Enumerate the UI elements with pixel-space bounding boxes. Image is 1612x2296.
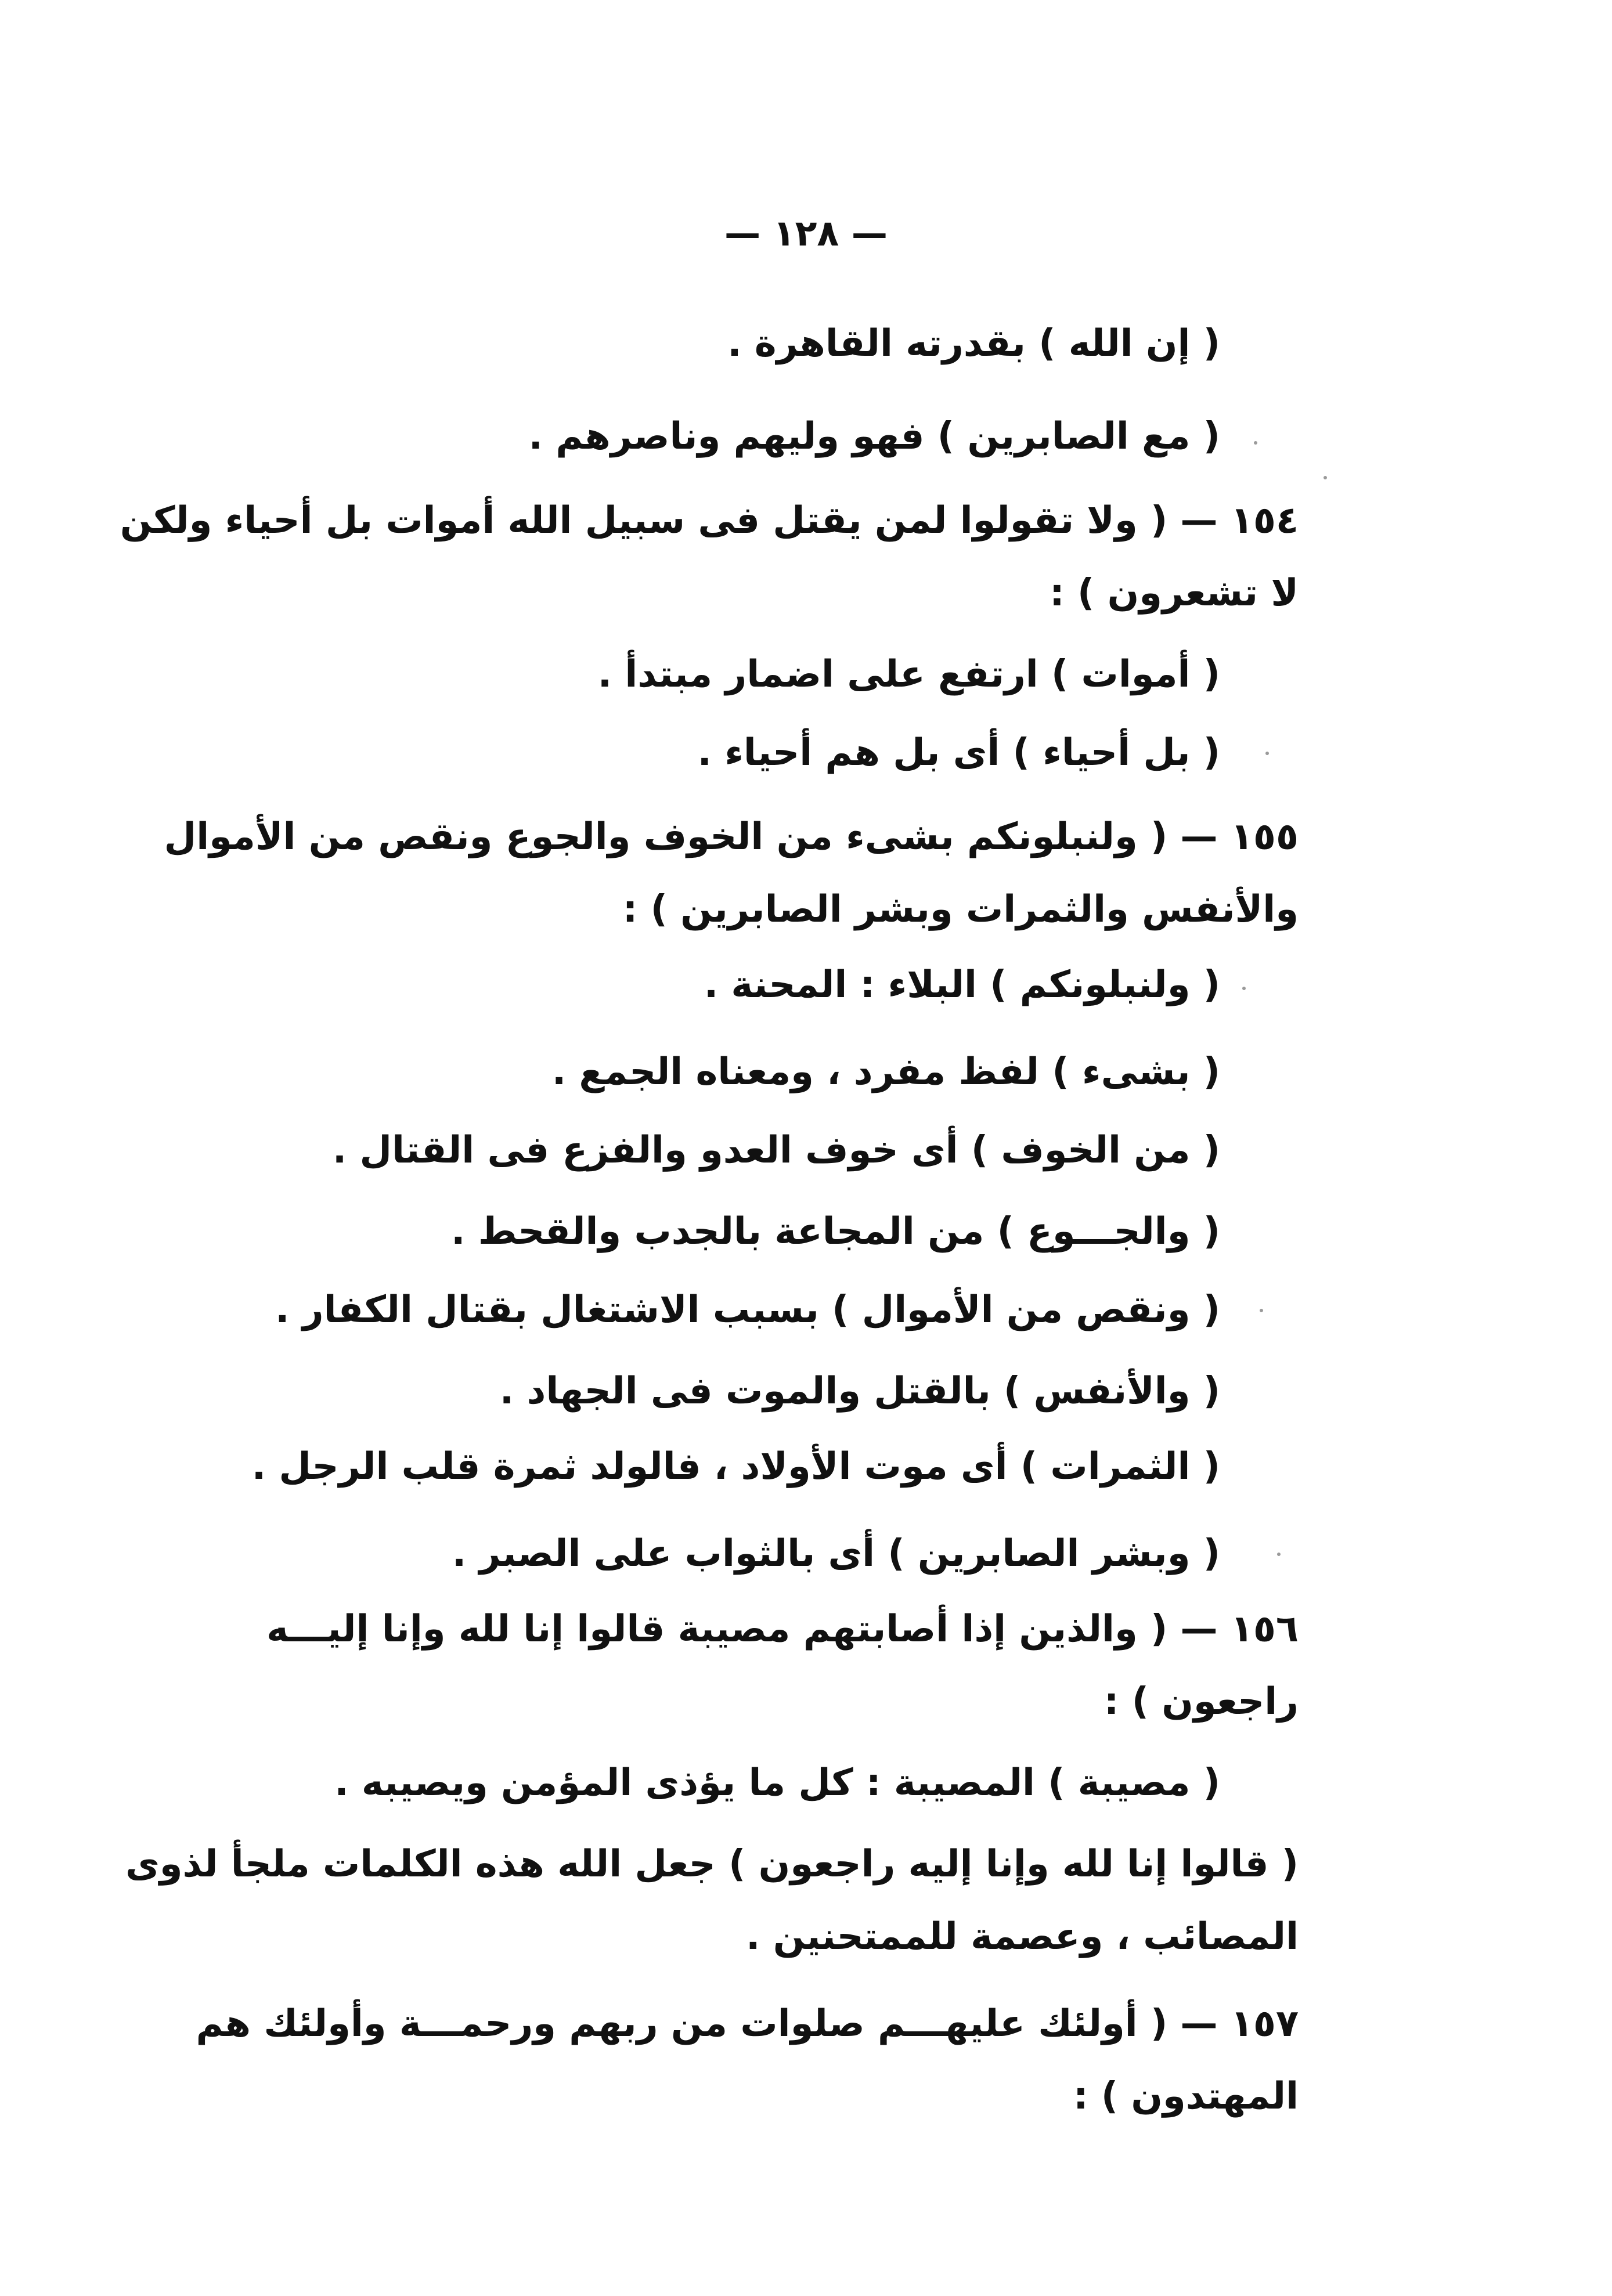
scan-speck	[1277, 1553, 1281, 1556]
text-line: لا تشعرون ) :	[1050, 572, 1299, 615]
scan-speck	[1324, 476, 1327, 479]
text-line: ( بشىء ) لفظ مفرد ، ومعناه الجمع .	[551, 1050, 1220, 1093]
text-line: ١٥٦ — ( والذين إذا أصابتهم مصيبة قالوا إنا لله وإنا إليـــه	[266, 1608, 1299, 1651]
text-line: ( إن الله ) بقدرته القاهرة .	[727, 322, 1220, 365]
scan-speck	[1265, 752, 1269, 755]
text-line: ( بل أحياء ) أى بل هم أحياء .	[697, 731, 1220, 774]
scan-speck	[1242, 987, 1246, 990]
text-line: ( أموات ) ارتفع على اضمار مبتدأ .	[597, 653, 1220, 696]
text-line: ( ولنبلونكم ) البلاء : المحنة .	[704, 963, 1220, 1006]
text-line: المهتدون ) :	[1073, 2075, 1299, 2118]
text-line: ١٥٧ — ( أولئك عليهـــم صلوات من ربهم ورحمـــة وأولئك هم	[196, 2002, 1299, 2045]
text-line: راجعون ) :	[1103, 1680, 1299, 1723]
text-line: ( والجـــوع ) من المجاعة بالجدب والقحط .	[451, 1210, 1220, 1253]
scan-speck	[1260, 1309, 1263, 1312]
text-line: ( من الخوف ) أى خوف العدو والفزع فى القتال .	[332, 1129, 1220, 1172]
text-line: ( ونقص من الأموال ) بسبب الاشتغال بقتال الكفار .	[275, 1288, 1220, 1331]
text-line: ١٥٥ — ( ولنبلونكم بشىء من الخوف والجوع ونقص من الأموال	[164, 815, 1299, 858]
text-line: ( مع الصابرين ) فهو وليهم وناصرهم .	[528, 415, 1220, 458]
text-line: ( قالوا إنا لله وإنا إليه راجعون ) جعل الله هذه الكلمات ملجأ لذوى	[125, 1843, 1299, 1886]
text-line: ( والأنفس ) بالقتل والموت فى الجهاد .	[499, 1370, 1220, 1413]
text-line: المصائب ، وعصمة للممتحنين .	[746, 1915, 1299, 1958]
text-line: والأنفس والثمرات وبشر الصابرين ) :	[622, 888, 1299, 931]
page-number: — ١٢٨ —	[724, 212, 888, 254]
text-line: ( وبشر الصابرين ) أى بالثواب على الصبر .	[452, 1532, 1220, 1575]
text-line: ( الثمرات ) أى موت الأولاد ، فالولد ثمرة قلب الرجل .	[251, 1445, 1220, 1488]
text-line: ( مصيبة ) المصيبة : كل ما يؤذى المؤمن ويصيبه .	[334, 1761, 1220, 1804]
text-line: ١٥٤ — ( ولا تقولوا لمن يقتل فى سبيل الله أموات بل أحياء ولكن	[120, 499, 1299, 542]
scan-speck	[1254, 441, 1257, 445]
